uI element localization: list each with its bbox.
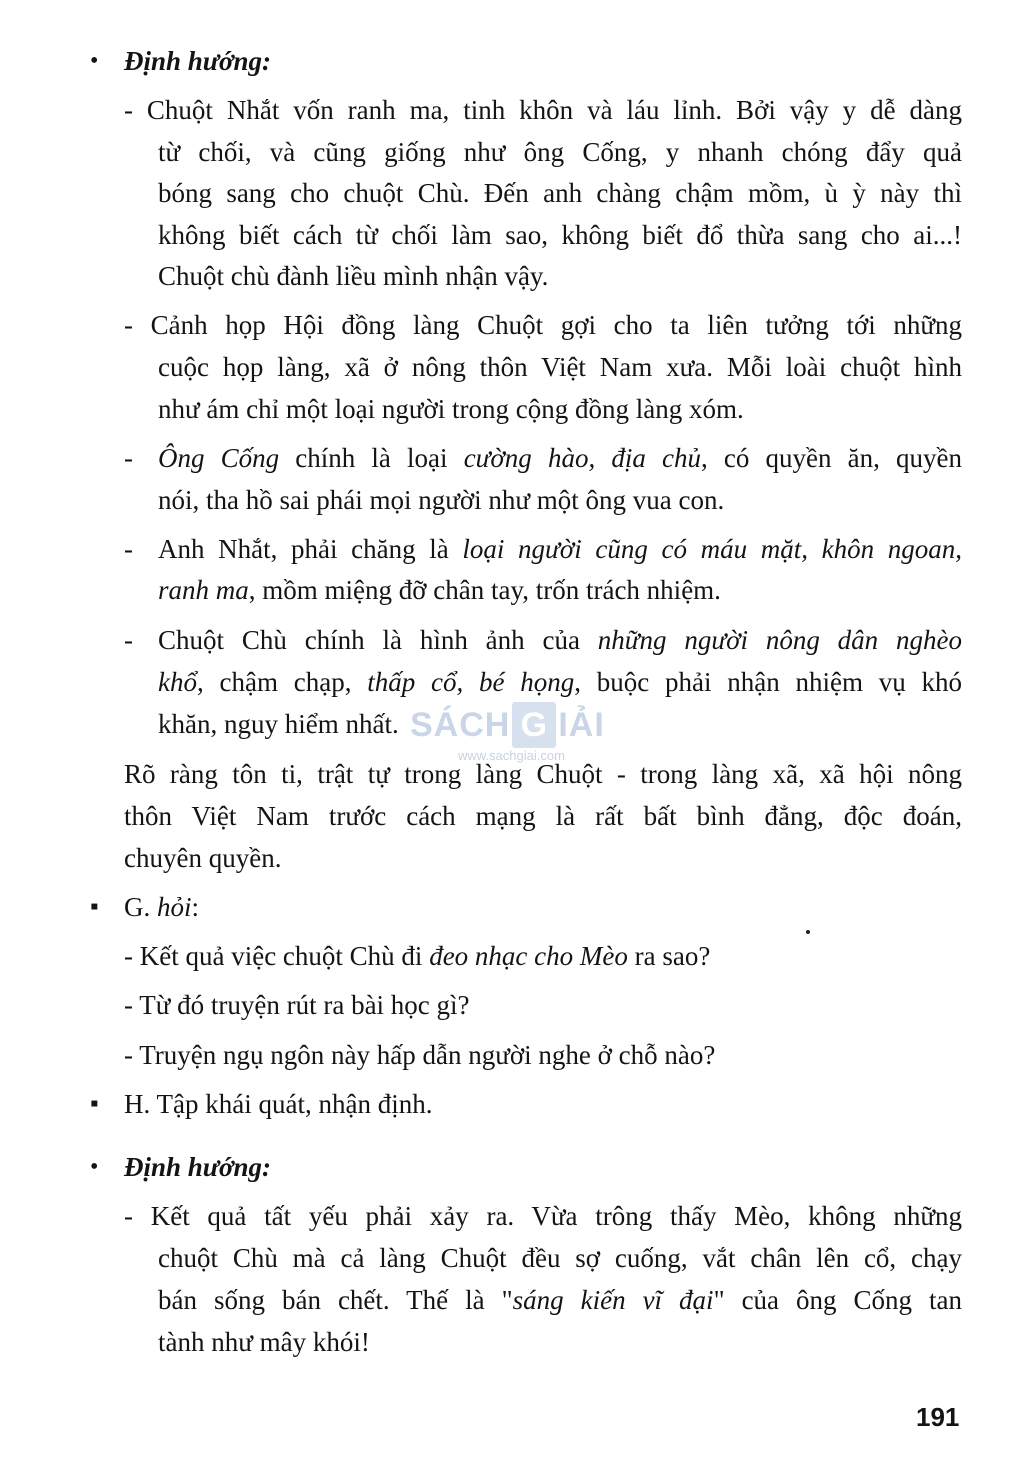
p4-text-a: Anh Nhắt, phải chăng là	[158, 534, 463, 564]
conclusion-line-1: Rõ ràng tôn ti, trật tự trong làng Chuột - trong làng xã, xã hội nông	[124, 759, 962, 789]
question-label-suffix: :	[191, 892, 200, 922]
s2-line-1: - Kết quả tất yếu phải xảy ra. Vừa trông thấy Mèo, không những	[124, 1201, 962, 1231]
p5-text-d: , chậm chạp,	[196, 667, 368, 697]
p3-text-d: , có quyền ăn, quyền	[700, 443, 962, 473]
p1-line-4: không biết cách từ chối làm sao, không biết đổ thừa sang cho ai...!	[158, 220, 962, 250]
question-3: - Truyện ngụ ngôn này hấp dẫn người nghe ở chỗ nào?	[124, 1040, 716, 1070]
dash-marker: -	[124, 443, 133, 473]
answer-prompt: H. Tập khái quát, nhận định.	[124, 1089, 433, 1119]
page-number: 191	[916, 1402, 960, 1432]
p5-text-a: Chuột Chù chính là hình ảnh của	[158, 625, 598, 655]
p3-line-2: nói, tha hồ sai phái mọi người như một ông vua con.	[158, 485, 725, 515]
p1-line-2: từ chối, và cũng giống như ông Cống, y nhanh chóng đẩy quả	[158, 137, 962, 167]
p4-italic-c: ranh ma	[158, 575, 249, 605]
p5-text-f: , buộc phải nhận nhiệm vụ khó	[574, 667, 962, 697]
p4-line-1	[158, 532, 962, 566]
watermark-logo	[410, 700, 615, 750]
p2-line-1: - Cảnh họp Hội đồng làng Chuột gợi cho ta liên tưởng tới những	[124, 310, 962, 340]
p5-italic-b: những người nông dân nghèo	[597, 625, 962, 655]
dash-marker: -	[124, 625, 133, 655]
s2-l3-text-c: " của ông Cống tan	[713, 1285, 962, 1315]
s2-line-3	[158, 1283, 962, 1317]
p5-line-2	[158, 665, 962, 699]
conclusion-line-3: chuyên quyền.	[124, 843, 282, 873]
p3-text-b: chính là loại	[279, 443, 464, 473]
question-label-italic: hỏi	[157, 892, 192, 922]
p4-italic-b: loại người cũng có máu mặt, khôn ngoan,	[462, 534, 963, 564]
p1-line-5: Chuột chù đành liều mình nhận vậy.	[158, 261, 549, 291]
p3-italic-c: cường hào, địa chủ	[463, 443, 701, 473]
watermark-url: www.sachgiai.com	[458, 748, 565, 763]
p5-italic-e: thấp cổ, bé họng	[367, 667, 575, 697]
p1-line-1: - Chuột Nhắt vốn ranh ma, tinh khôn và láu lỉnh. Bởi vậy y dễ dàng	[124, 95, 962, 125]
p4-text-d: , mồm miệng đỡ chân tay, trốn trách nhiệm.	[248, 575, 721, 605]
p4-line-2	[158, 573, 721, 607]
watermark-text-pre: SÁCH	[410, 705, 511, 744]
p3-italic-a: Ông Cống	[158, 443, 280, 473]
conclusion-line-2: thôn Việt Nam trước cách mạng là rất bất bình đẳng, độc đoán,	[124, 801, 962, 831]
question-2: - Từ đó truyện rút ra bài học gì?	[124, 990, 470, 1020]
question-label	[124, 890, 199, 924]
scan-speck	[806, 930, 810, 934]
p1-line-3: bóng sang cho chuột Chù. Đến anh chàng chậm mồm, ù ỳ này thì	[158, 178, 962, 208]
q1-text-a: - Kết quả việc chuột Chù đi	[124, 941, 430, 971]
p5-line-3: khăn, nguy hiểm nhất.	[158, 709, 399, 739]
p5-italic-c: khổ	[158, 667, 197, 697]
section2-label: Định hướng:	[124, 1152, 271, 1182]
s2-l3-text-a: bán sống bán chết. Thế là "	[158, 1285, 513, 1315]
bullet-round: •	[90, 48, 99, 74]
bullet-round: •	[90, 1154, 99, 1180]
q1-italic-b: đeo nhạc cho Mèo	[429, 941, 628, 971]
bullet-square: ▪	[90, 894, 99, 920]
p2-line-3: như ám chỉ một loại người trong cộng đồng làng xóm.	[158, 394, 744, 424]
q1-text-c: ra sao?	[627, 941, 711, 971]
p2-line-2: cuộc họp làng, xã ở nông thôn Việt Nam xưa. Mỗi loài chuột hình	[158, 352, 962, 382]
s2-line-4: tành như mây khói!	[158, 1327, 370, 1357]
question-label-prefix: G.	[124, 892, 157, 922]
p5-line-1	[158, 623, 962, 657]
s2-line-2: chuột Chù mà cả làng Chuột đều sợ cuống, vắt chân lên cổ, chạy	[158, 1243, 962, 1273]
watermark-g-block: G	[512, 702, 556, 748]
watermark-text-post: IẢI	[558, 705, 605, 744]
dash-marker: -	[124, 534, 133, 564]
bullet-square: ▪	[90, 1091, 99, 1117]
s2-l3-italic-b: sáng kiến vĩ đại	[512, 1285, 714, 1315]
question-1	[124, 939, 710, 973]
p3-line-1	[158, 441, 962, 475]
section1-label: Định hướng:	[124, 46, 271, 76]
